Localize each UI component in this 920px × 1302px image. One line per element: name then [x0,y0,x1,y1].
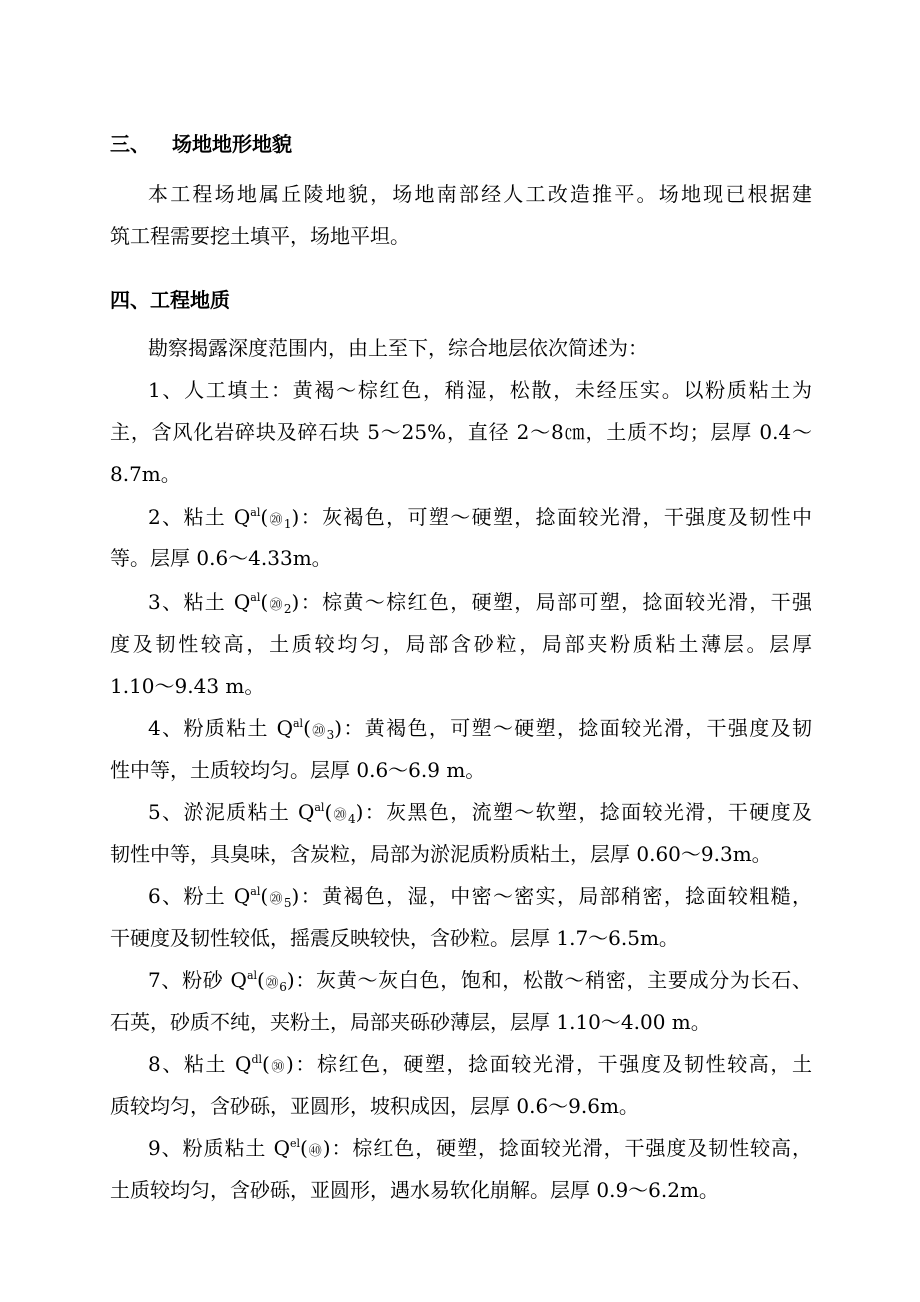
layer-8-line-2: 质较均匀，含砂砾，亚圆形，坡积成因，层厚 0.6～9.6m。 [110,1094,639,1118]
layer-9-desc: )：棕红色，硬塑，捻面较光滑，干强度及韧性较高， [322,1136,812,1160]
layer-6-line-1 [148,884,812,912]
layer-3-genesis: al [250,591,261,604]
layer-6-desc: )：黄褐色，湿，中密～密实，局部稍密，捻面较粗糙， [291,884,812,908]
layer-8-genesis: dl [251,1053,262,1066]
layer-5-line-1 [148,800,812,828]
layer-4-desc: )：黄褐色，可塑～硬塑，捻面较光滑，干强度及韧 [334,716,812,740]
layer-2-desc: )：灰褐色，可塑～硬塑，捻面较光滑，干强度及韧性中 [291,505,812,529]
layer-3-line-3: 1.10～9.43 m。 [110,674,265,698]
layer-9-line-1 [148,1136,812,1164]
layer-6-paren: ( [260,884,269,908]
layer-4-genesis: al [293,717,304,730]
layer-9-symbol: ㊵ [307,1144,323,1159]
layer-5-paren: ( [324,800,333,824]
layer-9-genesis: el [290,1137,301,1150]
layer-5-index: 4 [347,812,356,826]
layer-2-genesis: al [250,506,261,519]
layer-3-symbol: ⑳ [268,598,284,613]
section-4-intro: 勘察揭露深度范围内，由上至下，综合地层依次简述为： [148,336,648,360]
section-3-para-line-2: 筑工程需要挖土填平，场地平坦。 [110,224,410,248]
layer-2-line-1 [148,505,812,533]
layer-8-symbol: ㉚ [269,1060,286,1075]
layer-7-genesis: al [246,969,258,982]
layer-3-label: 3、粘土 Q [148,590,251,614]
layer-6-genesis: al [250,885,261,898]
layer-5-label: 5、淤泥质粘土 Q [148,800,315,824]
layer-3-line-2: 度及韧性较高，土质较均匀，局部含砂粒，局部夹粉质粘土薄层。层厚 [110,632,812,656]
layer-9-line-2: 土质较均匀，含砂砾，亚圆形，遇水易软化崩解。层厚 0.9～6.2m。 [110,1178,719,1202]
layer-2-symbol: ⑳ [268,513,284,528]
layer-8-paren: ( [262,1052,270,1076]
layer-7-desc: )：灰黄～灰白色，饱和，松散～稍密，主要成分为长石、 [286,968,812,992]
layer-7-symbol: ⑳ [264,976,280,991]
section-3-title: 场地地形地貌 [172,132,292,156]
layer-6-symbol: ⑳ [268,892,284,907]
layer-7-line-1 [148,968,812,996]
layer-1-line-3: 8.7m。 [110,462,181,486]
layer-7-index: 6 [279,980,287,994]
section-4-heading: 四、工程地质 [110,288,230,312]
layer-9-label: 9、粉质粘土 Q [148,1136,291,1160]
layer-5-line-2: 韧性中等，具臭味，含炭粒，局部为淤泥质粉质粘土，层厚 0.60～9.3m。 [110,842,772,866]
layer-5-symbol: ⑳ [332,808,348,823]
layer-6-index: 5 [283,896,292,910]
layer-4-paren: ( [303,716,311,740]
section-3-para-line-1: 本工程场地属丘陵地貌，场地南部经人工改造推平。场地现已根据建 [148,182,812,206]
layer-2-index: 1 [283,517,292,531]
layer-8-line-1 [148,1052,812,1080]
layer-2-paren: ( [260,505,269,529]
layer-1-line-2: 主，含风化岩碎块及碎石块 5～25%，直径 2～8㎝，土质不均；层厚 0.4～ [110,420,812,444]
layer-5-genesis: al [314,801,325,814]
layer-3-paren: ( [260,590,269,614]
layer-5-desc: )：灰黑色，流塑～软塑，捻面较光滑，干硬度及 [355,800,812,824]
layer-2-label: 2、粘土 Q [148,505,251,529]
layer-6-label: 6、粉土 Q [148,884,251,908]
layer-4-line-2: 性中等，土质较均匀。层厚 0.6～6.9 m。 [110,758,486,782]
layer-4-index: 3 [326,728,335,742]
layer-4-line-1 [148,716,812,744]
layer-2-line-2: 等。层厚 0.6～4.33m。 [110,546,332,570]
layer-3-index: 2 [283,602,292,616]
section-3-number: 三、 [110,132,150,156]
layer-4-symbol: ⑳ [310,724,327,739]
layer-7-label: 7、粉砂 Q [148,968,247,992]
section-3-heading [110,132,292,156]
layer-6-line-2: 干硬度及韧性较低，摇震反映较快，含砂粒。层厚 1.7～6.5m。 [110,926,679,950]
layer-8-label: 8、粘土 Q [148,1052,252,1076]
layer-9-paren: ( [300,1136,308,1160]
layer-4-label: 4、粉质粘土 Q [148,716,293,740]
layer-3-desc: )：棕黄～棕红色，硬塑，局部可塑，捻面较光滑，干强 [291,590,812,614]
layer-7-paren: ( [257,968,265,992]
layer-3-line-1 [148,590,812,618]
layer-8-desc: )：棕红色，硬塑，捻面较光滑，干强度及韧性较高，土 [286,1052,812,1076]
layer-1-line-1: 1、人工填土：黄褐～棕红色，稍湿，松散，未经压实。以粉质粘土为 [148,378,812,402]
layer-7-line-2: 石英，砂质不纯，夹粉土，局部夹砾砂薄层，层厚 1.10～4.00 m。 [110,1010,711,1034]
